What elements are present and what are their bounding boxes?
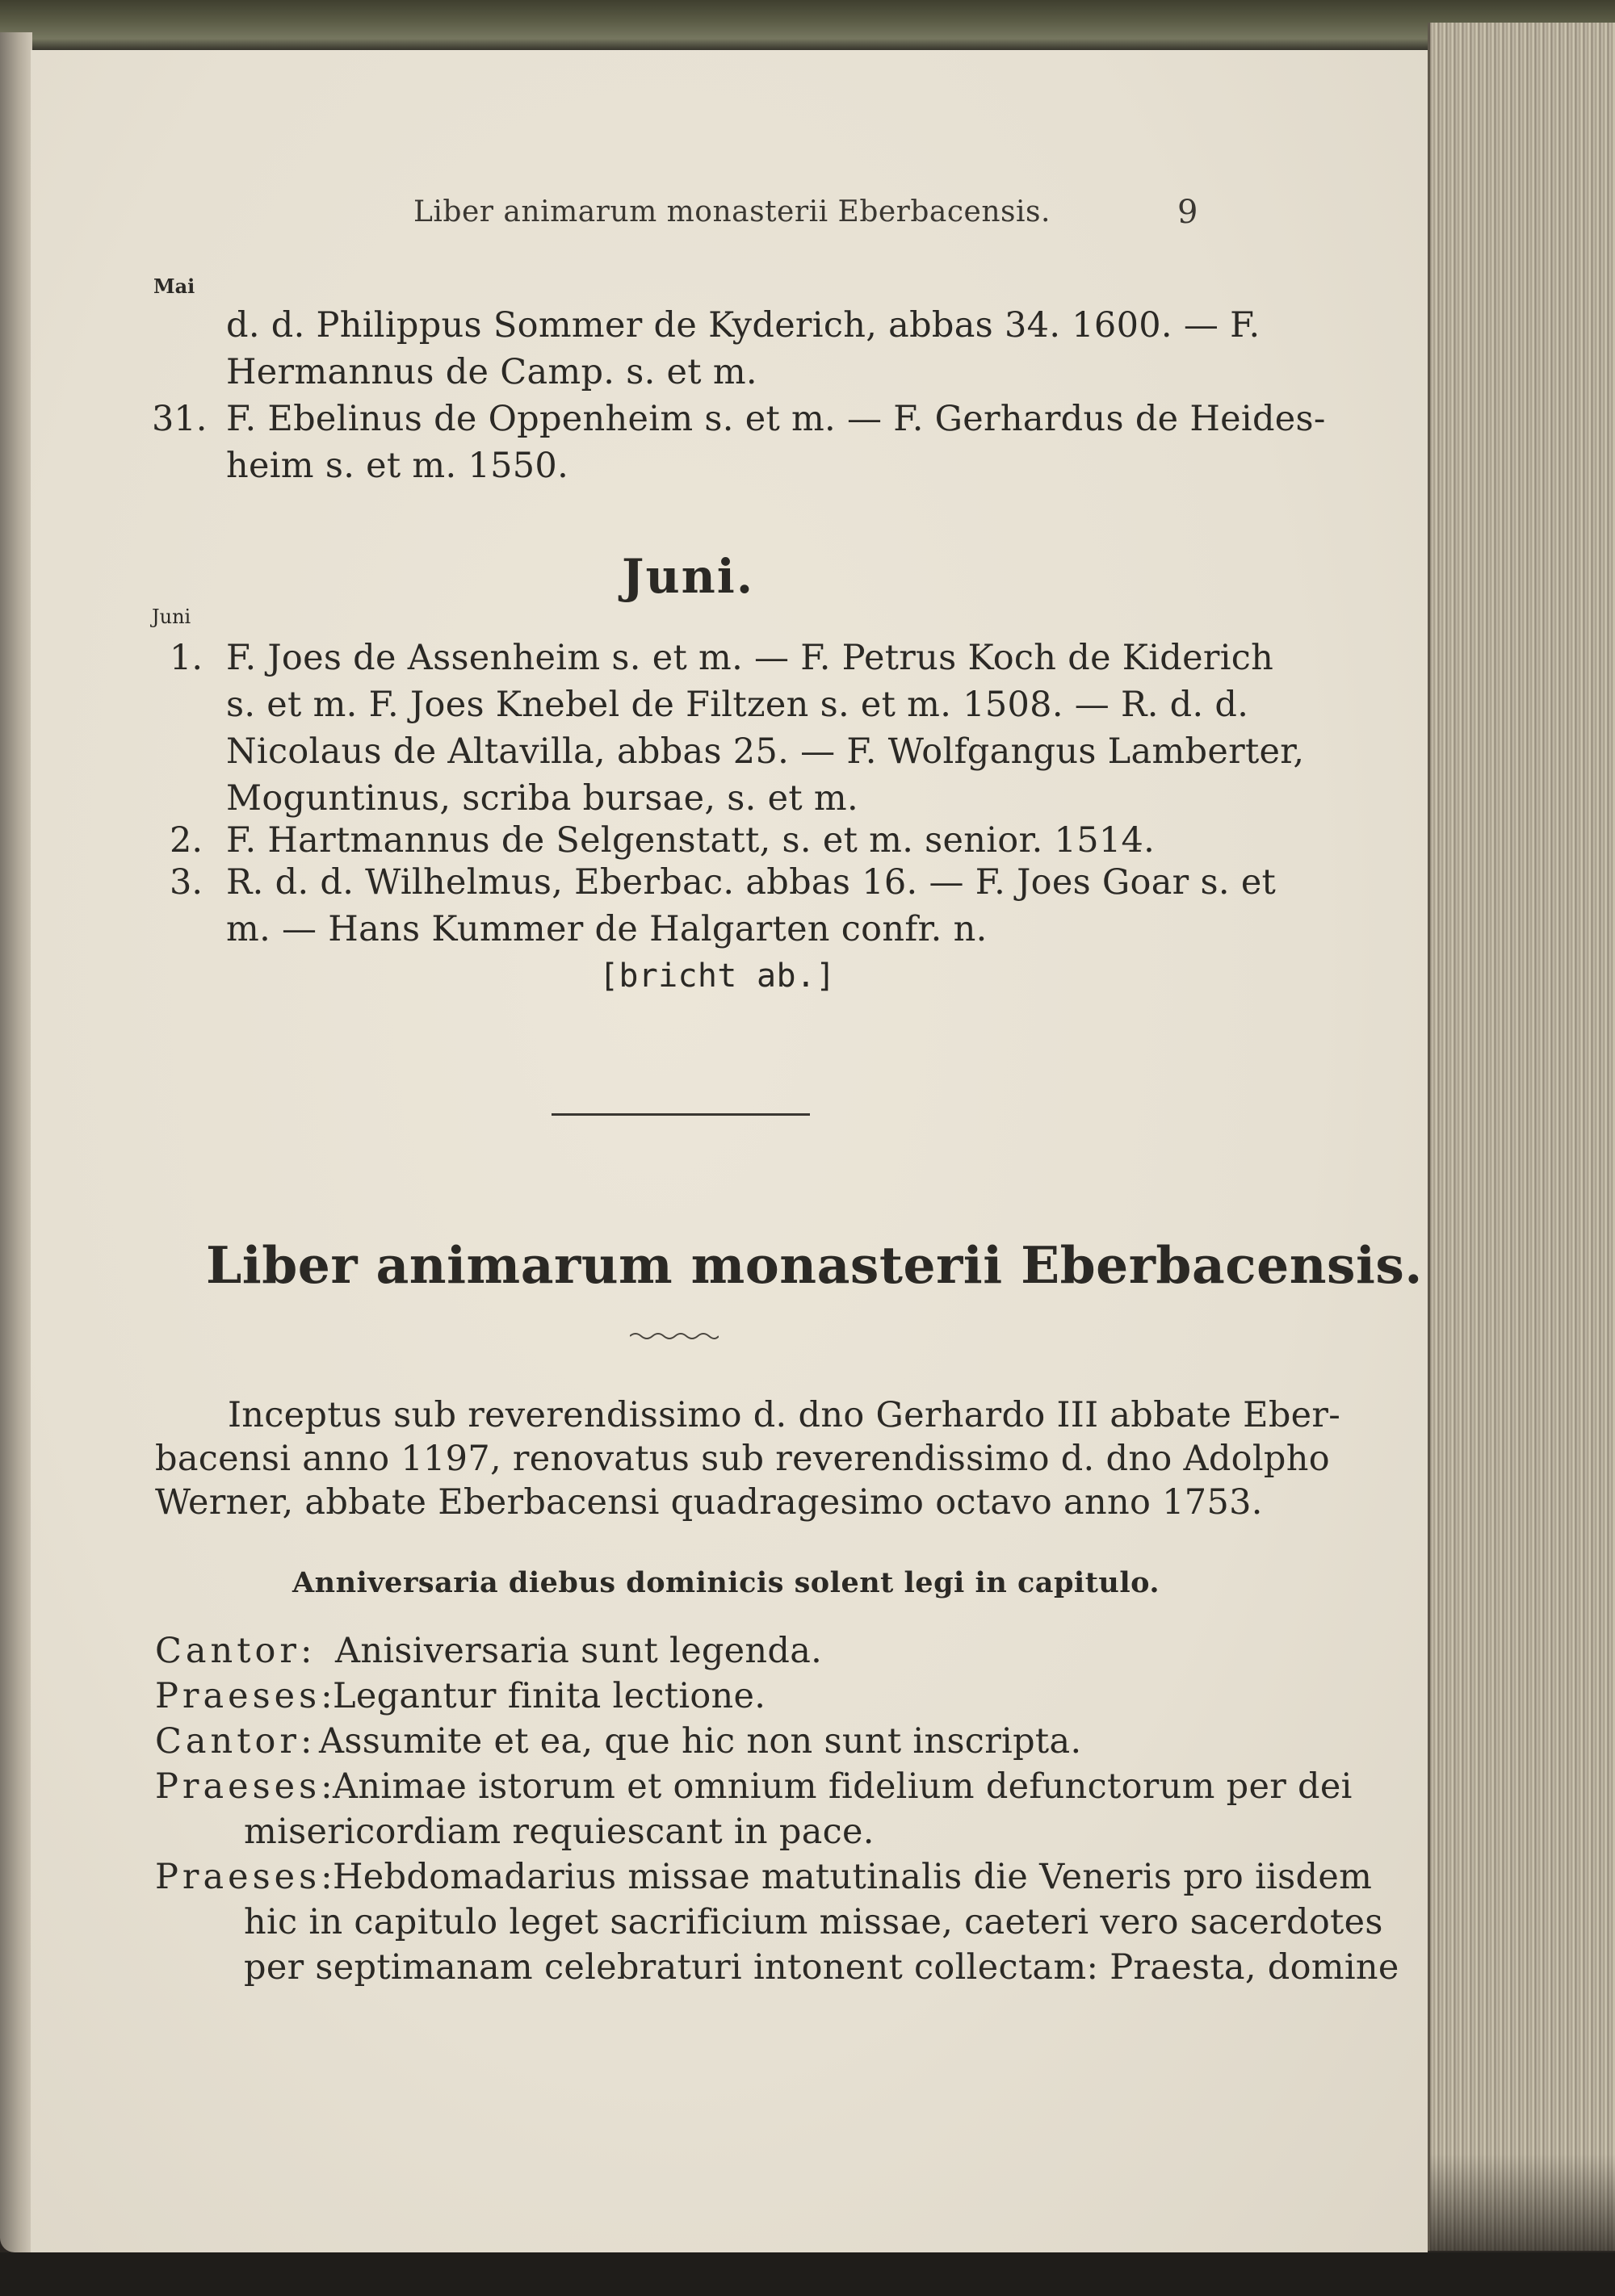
may-entry-line: F. Ebelinus de Oppenheim s. et m. — F. Gerhardus de Heides- (226, 399, 1326, 439)
dialogue-line: Animae istorum et omnium fidelium defunctorum per dei (333, 1766, 1353, 1807)
may-entry-line: d. d. Philippus Sommer de Kyderich, abbas 34. 1600. — F. (226, 305, 1261, 346)
dialogue-line: Anisiversaria sunt legenda. (335, 1631, 823, 1671)
margin-label-juni: Juni (152, 605, 191, 628)
june-entry-line: F. Hartmannus de Selgenstatt, s. et m. senior. 1514. (226, 820, 1156, 861)
entry-number: 2. (170, 820, 203, 861)
margin-label-mai: Mai (153, 274, 195, 298)
dialogue-line: Hebdomadarius missae matutinalis die Veneris pro iisdem (333, 1857, 1373, 1897)
book-top-edge (0, 0, 1615, 52)
page-number: 9 (1177, 194, 1198, 231)
speaker-label: Cantor: (155, 1721, 317, 1762)
june-entry-line: Moguntinus, scriba bursae, s. et m. (226, 778, 858, 819)
editorial-note: [bricht ab.] (599, 957, 836, 995)
ornament-divider (630, 1330, 719, 1342)
month-heading-juni: Juni. (622, 549, 755, 604)
left-page-edge (0, 32, 32, 2252)
june-entry-line: m. — Hans Kummer de Halgarten confr. n. (226, 909, 988, 949)
speaker-label: Cantor: (155, 1631, 317, 1671)
dialogue-line: Assumite et ea, que hic non sunt inscripta. (319, 1721, 1082, 1762)
subsection-heading: Anniversaria diebus dominicis solent legi in capitulo. (292, 1566, 1160, 1599)
speaker-label: Praeses: (155, 1766, 337, 1807)
dialogue-line: hic in capitulo leget sacrificium missae, caeteri vero sacerdotes (244, 1902, 1383, 1942)
entry-number: 1. (170, 638, 203, 678)
may-entry-line: heim s. et m. 1550. (226, 446, 569, 486)
june-entry-line: F. Joes de Assenheim s. et m. — F. Petrus Koch de Kiderich (226, 638, 1274, 678)
june-entry-line: s. et m. F. Joes Knebel de Filtzen s. et m. 1508. — R. d. d. (226, 685, 1249, 725)
speaker-label: Praeses: (155, 1857, 337, 1897)
speaker-label: Praeses: (155, 1676, 337, 1716)
background-bottom (0, 2252, 1615, 2296)
intro-line: bacensi anno 1197, renovatus sub reverendissimo d. dno Adolpho (155, 1439, 1330, 1479)
dialogue-line: Legantur finita lectione. (333, 1676, 766, 1716)
intro-line: Werner, abbate Eberbacensi quadragesimo octavo anno 1753. (155, 1482, 1263, 1523)
section-title: Liber animarum monasterii Eberbacensis. (206, 1235, 1423, 1295)
entry-number: 3. (170, 862, 203, 903)
june-entry-line: Nicolaus de Altavilla, abbas 25. — F. Wolfgangus Lamberter, (226, 731, 1305, 772)
page-stack-edges (1428, 23, 1615, 2251)
dialogue-line: misericordiam requiescant in pace. (244, 1812, 875, 1852)
running-header: Liber animarum monasterii Eberbacensis. (413, 195, 1051, 228)
entry-number: 31. (152, 399, 208, 439)
may-entry-line: Hermannus de Camp. s. et m. (226, 352, 757, 392)
dialogue-line: per septimanam celebraturi intonent collectam: Praesta, domine (244, 1947, 1399, 1988)
section-divider (552, 1113, 810, 1116)
intro-line: Inceptus sub reverendissimo d. dno Gerhardo III abbate Eber- (228, 1395, 1341, 1435)
june-entry-line: R. d. d. Wilhelmus, Eberbac. abbas 16. — F. Joes Goar s. et (226, 862, 1277, 903)
